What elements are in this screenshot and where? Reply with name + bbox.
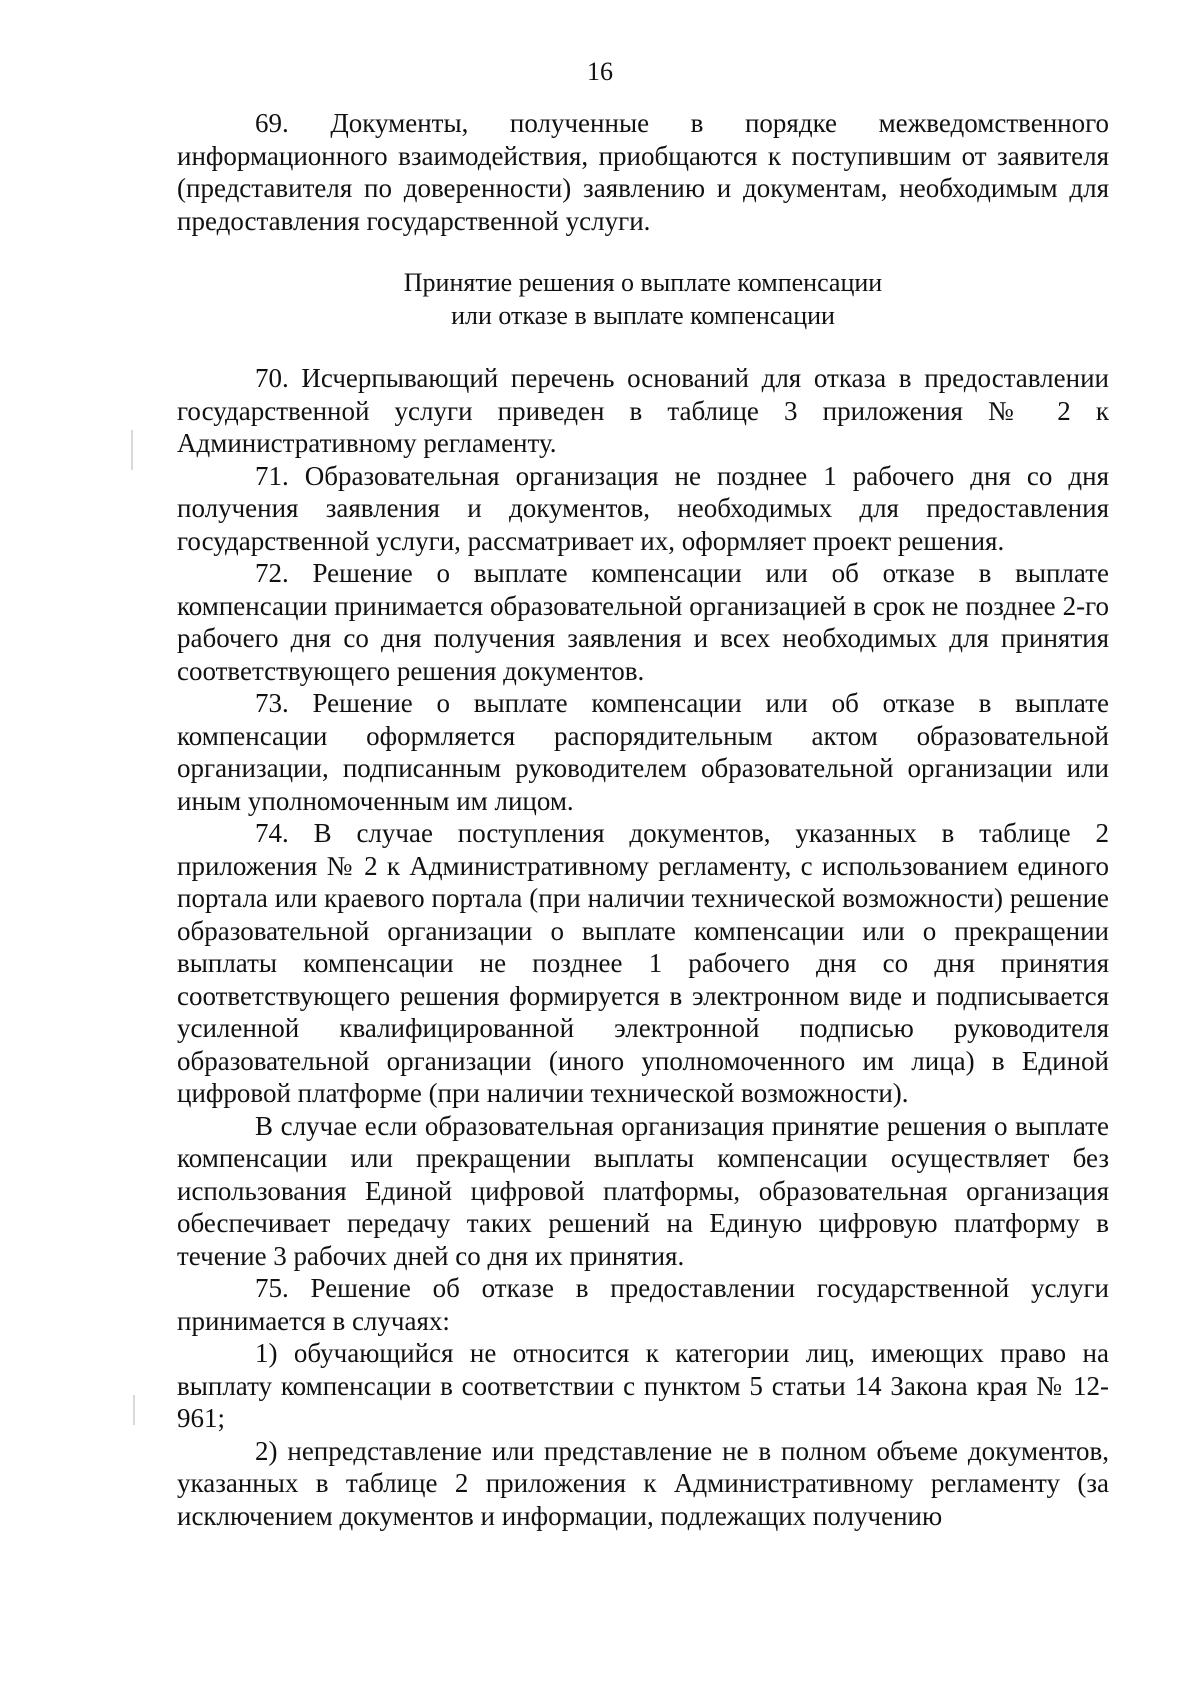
list-item-1: 1) обучающийся не относится к категории лиц, имеющих право на выплату компенсации в соответствии с пунктом 5 статьи 14 Закона края № 12-961; [177,1338,1109,1433]
paragraph-75: 75. Решение об отказе в предоставлении государственной услуги принимается в случаях: [177,1273,1109,1336]
page-number: 16 [587,57,613,86]
paragraph-69: 69. Документы, полученные в порядке межведомственного информационного взаимодействия, приобщаются к поступившим от заявителя (представителя по доверенности) заявлению и документам, необходимым для предоставления государственной услуги. [177,108,1109,236]
paragraph-74: 74. В случае поступления документов, указанных в таблице 2 приложения № 2 к Административному регламенту, с использованием единого портала или краевого портала (при наличии технической возможности) решение образовательной организации о выплате компенсации или о прекращении выплаты компенсации не позднее 1 рабочего дня со дня принятия соответствующего решения формируется в электронном виде и подписывается усиленной квалифицированной электронной подписью руководителя образовательной организации (иного уполномоченного им лица) в Единой цифровой платформе (при наличии технической возможности). [177,818,1109,1108]
scan-artifact [133,1395,135,1425]
paragraph-72: 72. Решение о выплате компенсации или об отказе в выплате компенсации принимается образовательной организацией в срок не позднее 2-го рабочего дня со дня получения заявления и всех необходимых для принятия соответствующего решения документов. [177,558,1109,686]
list-item-2: 2) непредставление или представление не в полном объеме документов, указанных в таблице 2 приложения к Административному регламенту (за исключением документов и информации, подлежащих получению [177,1435,1109,1531]
paragraph-73: 73. Решение о выплате компенсации или об отказе в выплате компенсации оформляется распорядительным актом образовательной организации, подписанным руководителем образовательной организации или иным уполномоченным им лицом. [177,688,1109,816]
paragraph-70: 70. Исчерпывающий перечень оснований для отказа в предоставлении государственной услуги приведен в таблице 3 приложения № 2 к Административному регламенту. [177,363,1109,458]
paragraph-74-continued: В случае если образовательная организация принятие решения о выплате компенсации или прекращении выплаты компенсации осуществляет без использования Единой цифровой платформы, образовательная организация обеспечивает передачу таких решений на Единую цифровую платформу в течение 3 рабочих дней со дня их принятия. [177,1110,1109,1271]
paragraph-71: 71. Образовательная организация не позднее 1 рабочего дня со дня получения заявления и документов, необходимых для предоставления государственной услуги, рассматривает их, оформляет проект решения. [177,460,1109,556]
section-heading [177,267,1109,332]
document-body [177,107,1109,1532]
section-heading-line-1: Принятие решения о выплате компенсации [403,268,883,297]
scan-artifact [131,430,133,470]
section-heading-line-2: или отказе в выплате компенсации [451,300,835,330]
